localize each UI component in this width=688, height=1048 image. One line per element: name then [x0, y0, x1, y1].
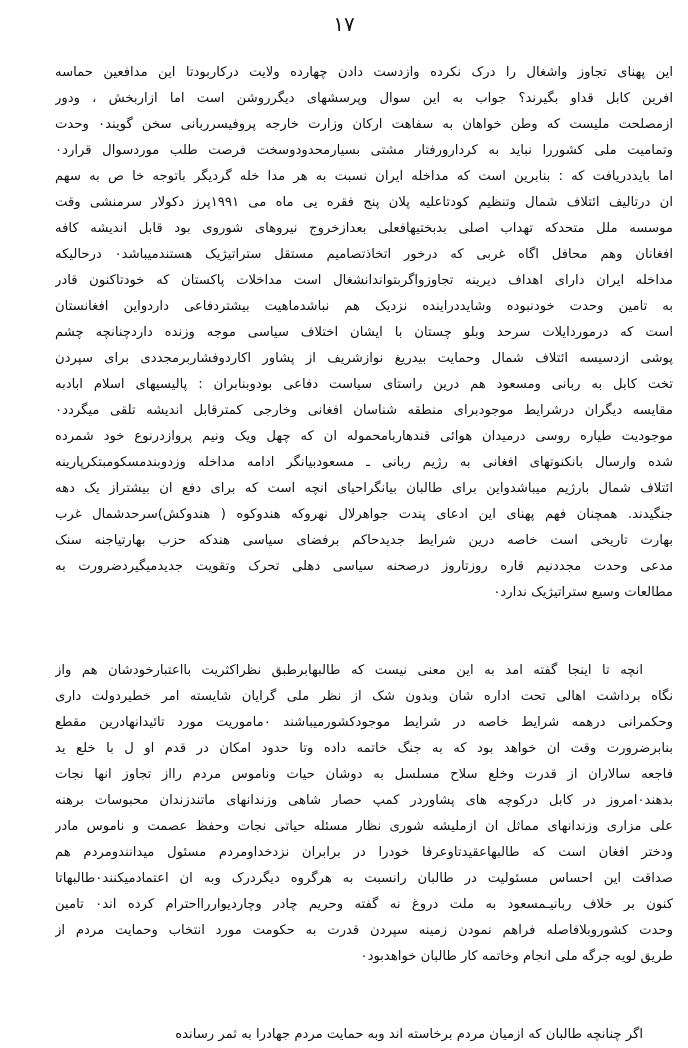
text-line: موسسه ملل متحدکه تهداب اصلی بدبختیهافعلی بعدازخروج نیروهای شوروی بود قابل اندیشه کافه — [55, 221, 673, 236]
paragraph-1 — [55, 60, 673, 606]
text-line: بدهند٠امروز در کابل درکوچه های پشاوردر کمپ حصار شاهی وزندانهای ماتندزندان محبوسات برهنه — [55, 793, 673, 808]
paragraph-3 — [55, 1022, 673, 1048]
paragraph-2 — [55, 658, 673, 970]
text-line: موجودیت طیاره روسی درمیدان هوائی قندهاربامحموله ان که چهل ویک ونیم پروازدرنوع خود شمرده — [55, 429, 673, 444]
text-line: مطالعات وسیع ستراتیژیک ندارد٠ — [493, 585, 673, 600]
text-line: است که درموردایلات سرحد وبلو چستان با ایشان اختلاف سیاسی موجه وزنده داردچنانچه چشم — [55, 325, 673, 340]
text-line: تخت کابل به ربانی ومسعود هم درین راستای سیاست دفاعی بودوبنابران : پالیسیهای اسلام ابادبه — [55, 377, 673, 392]
text-line: ان درتالیف ائتلاف شمال وتنظیم کودتاعلیه پلان پنج فقره یی ماه می ۱۹۹۱پرز دکولار سرمنشی وقت — [55, 195, 673, 210]
text-line: بهارت تاریخی است خاصه درین شرایط جدیدحاکم برفضای سیاسی هندکه حزب بهارتیاجنه سنک — [55, 533, 673, 548]
text-line: کنون بر خلاف ربانیـمسعود به ملت دروغ نه گفته وحریم چادر وچاردیواررااحترام کرده اند٠ تامین — [55, 897, 673, 912]
text-line: طریق لویه جرگه ملی انجام وخاتمه کار طالبان خواهدبود٠ — [360, 949, 673, 964]
page-number: ١٧ — [333, 12, 355, 36]
text-line: اما بایددریافت که : بنابرین است که مداخله ایران نسبت به هر مدا خله گردیگر باتوجه خا ص به سهم — [55, 169, 673, 184]
text-line: جنگیدند. همچنان فهم پهنای این ادعای پندت جواهرلال نهروکه هندوکوه ( هندوکش)سرحدشمال غرب — [55, 507, 673, 522]
text-line: ائتلاف شمال بارژیم میباشدواین برای طالبان بیانگراحیای انچه است که برای دفع ان بیشتراز یک دهه — [55, 481, 673, 496]
text-line: اگر چنانچه طالبان که ازمیان مردم برخاسته اند وبه حمایت مردم جهادرا به ثمر رسانده — [175, 1027, 643, 1042]
paragraph-gap — [55, 970, 673, 1022]
text-line: افغانان وهم محافل اگاه غربی که درخور اتخاذتصامیم مستقل ستراتیژیک هستندمیباشد٠ درحالیکه — [55, 247, 673, 262]
text-line: انچه تا اینجا گفته امد به این معنی نیست که طالبهابرطبق نظراکثریت بااعتبارخودشان هم واز — [55, 663, 643, 678]
text-line: ودختر افغان است که طالبهاعقیدتاوعرفا خودرا در برابران نزدخداومردم مسئول میدانندومردم هم — [55, 845, 673, 860]
text-line: مقایسه دیگران درشرایط موجودبرای منطقه شناسان افغانی وخارجی کمترقابل اندیشه تلقی میگردد٠ — [55, 403, 673, 418]
text-line: افرین کابل قداو بگیرند؟ جواب به این سوال وپرسشهای دیگرروشن است اما ازاربخش ، ودور — [55, 91, 673, 106]
text-line: مدعی وحدت مجددنیم قاره روزتاروز درصحنه سیاسی دهلی تحرک وتقویت جدیدمیگیردضرورت به — [55, 559, 673, 574]
text-line: وتمامیت ملی کشوررا نباید به کردارورفتار مشتی بسیارمحدودوسخت فرصت طلب موردسوال قرارد٠ — [55, 143, 673, 158]
text-line: وحکمرانی درهمه شرایط خاصه در شرایط موجودکشورمیباشند ٠ماموریت مورد تائیدانهادرین مقطع — [55, 715, 673, 730]
text-line: شده وارسال بانکنوتهای افغانی به رژیم ربانی ـ مسعودبیانگر ادامه مداخله وزدوبندمسکومبتکرپارینه — [55, 455, 673, 470]
text-line: نگاه برداشت اهالی تحت اداره شان وبدون شک از نظر ملی گرایان شایسته امر خطیردولت داری — [55, 689, 673, 704]
text-line: علی مزاری وزندانهای مماثل ان ازملیشه شوری نظار مسئله حیاتی نجات وحفظ عصمت و ناموس مادر — [55, 819, 673, 834]
text-line: فاجعه سالاران از قدرت وخلع سلاح مسلسل به دوشان حیات وناموس مردم رااز تجاوز انها نجات — [55, 767, 673, 782]
text-line: بنابرضرورت وقت ان خواهد بود که به جنگ خاتمه داده وتا حدود امکان در قدم او ل با خلع ید — [55, 741, 673, 756]
text-line: پوشی ازدسیسه ائتلاف شمال وحمایت بیدریغ نوازشریف از پشاور اکاردوفشاربرمجددی برای سپردن — [55, 351, 673, 366]
text-line: صداقت این احساس مسئولیت در طالبان رانسبت به هرگروه دیگردرک وبه ان اعتمادمیکنند٠طالبهاتا — [55, 871, 673, 886]
text-line: مداخله ایران دارای اهداف دیرینه تجاوزواگربتواندانشغال است مداخلات پاکستان که خودتاکنون قادر — [55, 273, 673, 288]
text-line: وحدت کشوروبلافاصله فراهم نمودن زمینه سپردن قدرت به حکومت مورد انتخاب وحمایت مردم از — [55, 923, 673, 938]
text-line: ازمصلحت ملیست که وطن خواهان به سفاهت ارکان وزارت خارجه پروفیسرربانی سخن گویند٠ وحدت — [55, 117, 673, 132]
text-line: این پهنای تجاوز واشغال را درک نکرده وازدست دادن چهارده ولایت درکاربودتا این مدافعین حماسه — [55, 65, 673, 80]
text-line: به تامین وحدت خودنبوده وشایددراینده نزدیک هم نباشدماهیت بیشتردفاعی داردواین افغانستان — [55, 299, 673, 314]
paragraph-gap — [55, 606, 673, 658]
document-body — [55, 60, 673, 1048]
